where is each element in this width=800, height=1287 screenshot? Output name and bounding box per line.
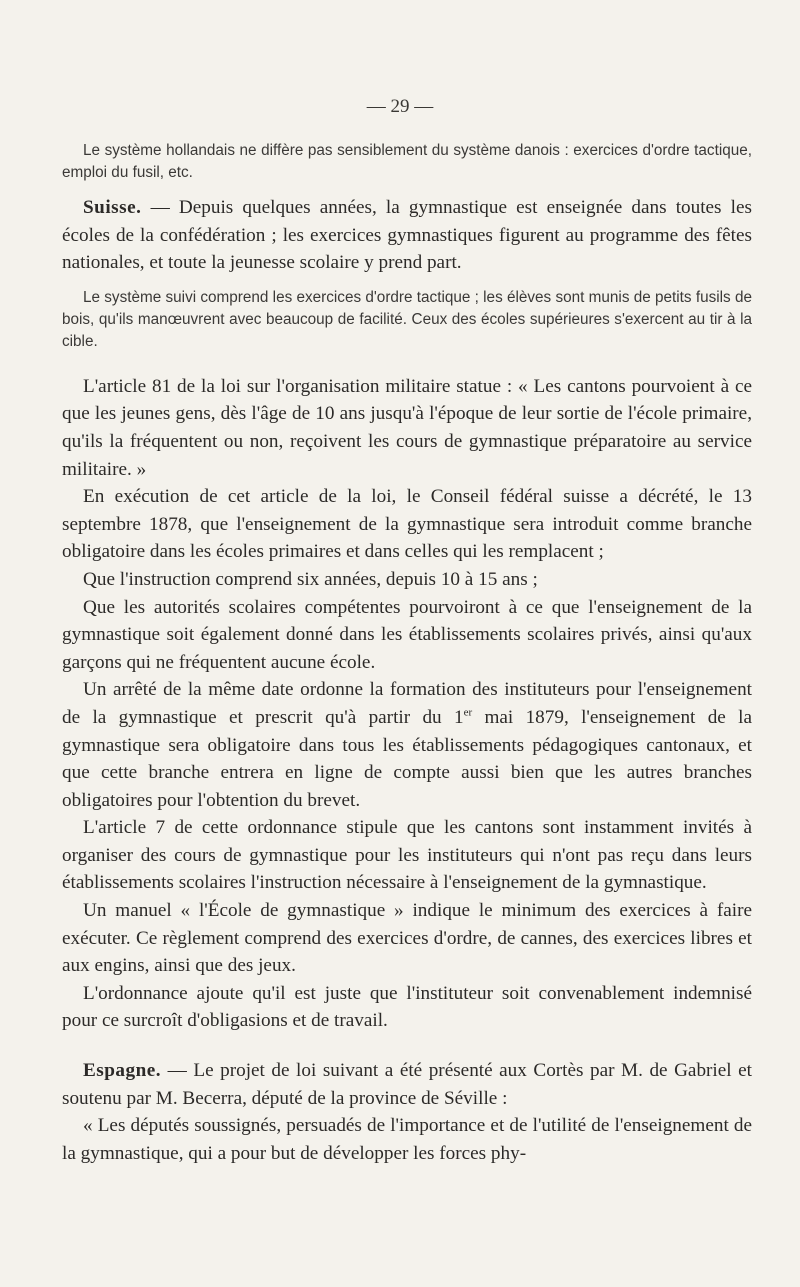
paragraph-switzerland-intro	[62, 194, 752, 277]
paragraph-article-7: L'article 7 de cette ordonnance stipule que les cantons sont instamment invités à organiser des cours de gymnastique pour les instituteurs qui n'ont pas reçu dans leurs établissements scolaires l'instruction nécessaire à l'enseignement de la gymnastique.	[62, 817, 752, 894]
paragraph-text: mai 1879, l'enseignement de la gymnastique sera obligatoire dans tous les établissements pédagogiques cantonaux, et que cette branche entrera en ligne de compte aussi bien que les autres branches obligatoires pour l'obtention du brevet.	[62, 706, 753, 811]
superscript-er: er	[463, 706, 473, 719]
paragraph-indemnity: L'ordonnance ajoute qu'il est juste que l'instituteur soit convenablement indemnisé pour ce surcroît d'obligasions et de travail.	[62, 982, 752, 1032]
paragraph-netherlands: Le système hollandais ne diffère pas sensiblement du système danois : exercices d'ordre tactique, emploi du fusil, etc.	[62, 142, 752, 181]
section-heading-espagne: Espagne.	[83, 1060, 162, 1082]
paragraph-manual: Un manuel « l'École de gymnastique » indique le minimum des exercices à faire exécuter. Ce règlement comprend des exercices d'ordre, de cannes, des exercices libres et aux engins, ainsi que des jeux.	[62, 900, 752, 977]
paragraph-deputies-quote: « Les députés soussignés, persuadés de l'importance et de l'utilité de l'enseignement de la gymnastique, qui a pour but de développer les forces phy-	[62, 1115, 752, 1164]
paragraph-six-years: Que l'instruction comprend six années, depuis 10 à 15 ans ;	[83, 568, 538, 590]
paragraph-teacher-training	[62, 676, 752, 814]
paragraph-text: Un arrêté de la même date ordonne la formation des instituteurs pour l'enseignement de la gymnastique et prescrit qu'à partir du 1	[62, 679, 752, 728]
paragraph-federal-decree: En exécution de cet article de la loi, le Conseil fédéral suisse a décrété, le 13 septembre 1878, que l'enseignement de la gymnastique sera introduit comme branche obligatoire dans les écoles primaires et dans celles qui les remplacent ;	[62, 486, 752, 563]
paragraph-spain-intro	[62, 1057, 752, 1112]
paragraph-text: — Le projet de loi suivant a été présenté aux Cortès par M. de Gabriel et soutenu par M. Becerra, député de la province de Séville :	[62, 1060, 752, 1109]
section-heading-suisse: Suisse.	[83, 197, 142, 218]
paragraph-school-authorities: Que les autorités scolaires compétentes pourvoiront à ce que l'enseignement de la gymnastique soit également donné dans les établissements scolaires privés, ainsi qu'aux garçons qui ne fréquentent aucune école.	[62, 596, 752, 673]
paragraph-article-81: L'article 81 de la loi sur l'organisation militaire statue : « Les cantons pourvoient à ce que les jeunes gens, dès l'âge de 10 ans jusqu'à l'époque de leur sortie de l'école primaire, qu'ils la fréquentent ou non, reçoivent les cours de gymnastique préparatoire au service militaire. »	[62, 375, 752, 480]
page-number: — 29 —	[366, 96, 434, 117]
paragraph-switzerland-system: Le système suivi comprend les exercices d'ordre tactique ; les élèves sont munis de petits fusils de bois, qu'ils manœuvrent avec beaucoup de facilité. Ceux des écoles supérieures s'exercent au tir à la cible.	[62, 288, 752, 350]
paragraph-text: — Depuis quelques années, la gymnastique est enseignée dans toutes les écoles de la confédération ; les exercices gymnastiques figurent au programme des fêtes nationales, et toute la jeunesse scolaire y prend part.	[62, 197, 752, 274]
page-body	[62, 140, 752, 1167]
